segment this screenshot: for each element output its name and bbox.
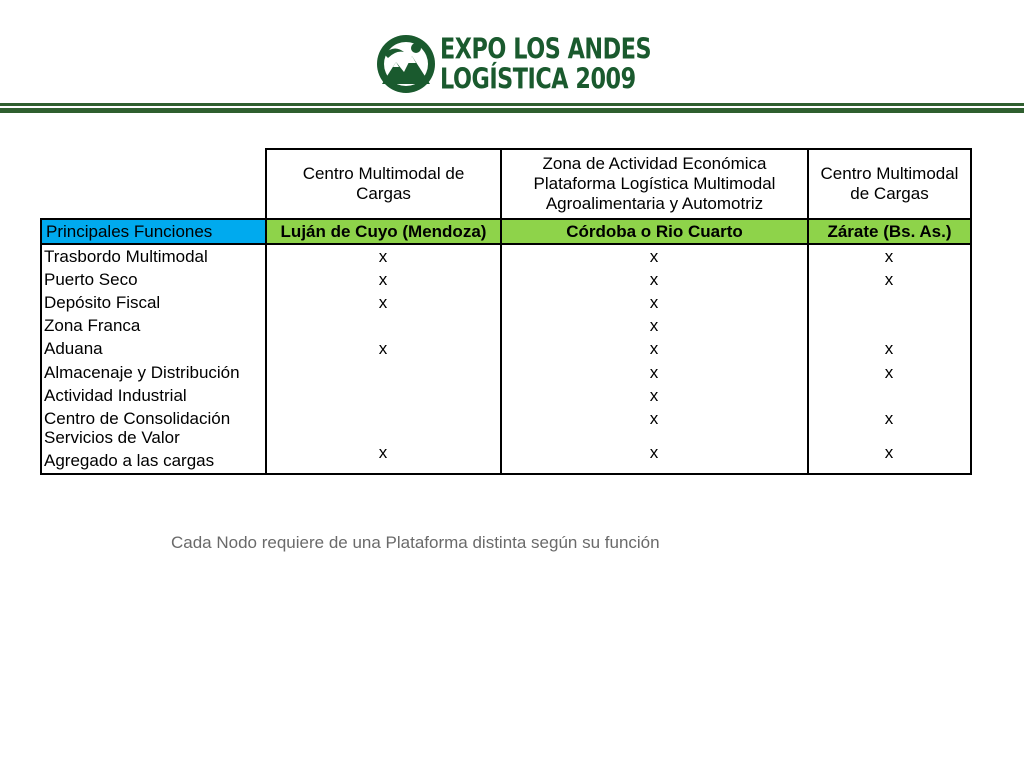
mark-cell: x (884, 339, 894, 358)
header-divider-thick (0, 108, 1024, 113)
mark-cell: x (378, 339, 388, 358)
row-label: Centro de Consolidación (44, 409, 231, 428)
mark-cell: x (884, 443, 894, 462)
mark-cell: x (378, 247, 388, 266)
mark-cell: x (649, 316, 659, 335)
logo-title-line1: EXPO LOS ANDES (440, 32, 652, 66)
mark-cell: x (378, 270, 388, 289)
mark-cell: x (378, 293, 388, 312)
functions-table (40, 148, 972, 475)
header-divider-thin (0, 103, 1024, 106)
condor-mountain-icon (374, 32, 438, 96)
row-label: Trasbordo Multimodal (44, 247, 208, 266)
mark-cell: x (884, 409, 894, 428)
header-text-cordoba: Zona de Actividad Económica Plataforma Logística Multimodal Agroalimentaria y Automotriz (533, 154, 776, 213)
row-label: Servicios de Valor (44, 428, 180, 447)
row-label: Depósito Fiscal (44, 293, 161, 312)
row-label: Puerto Seco (44, 270, 138, 289)
slide-caption: Cada Nodo requiere de una Plataforma distinta según su función (171, 533, 660, 552)
mark-cell: x (649, 386, 659, 405)
header-cell-cordoba (500, 148, 809, 220)
event-logo (374, 28, 652, 96)
mark-cell: x (649, 247, 659, 266)
row-label: Actividad Industrial (44, 386, 187, 405)
header-cell-zarate (807, 148, 972, 220)
subheader-cordoba-text: Córdoba o Rio Cuarto (566, 221, 743, 241)
logo-title-line2: LOGÍSTICA 2009 (440, 62, 636, 96)
row-label-continued: Agregado a las cargas (44, 451, 215, 470)
header-text-lujan: Centro Multimodal de Cargas (302, 164, 465, 203)
header-cell-lujan (265, 148, 502, 220)
row-label: Zona Franca (44, 316, 141, 335)
mark-cell: x (884, 363, 894, 382)
mark-cell: x (884, 247, 894, 266)
row-label: Aduana (44, 339, 103, 358)
row-label: Almacenaje y Distribución (44, 363, 240, 382)
subheader-zarate-text: Zárate (Bs. As.) (827, 221, 952, 241)
mark-cell: x (649, 293, 659, 312)
subheader-functions-text: Principales Funciones (46, 222, 213, 241)
header-text-zarate: Centro Multimodal de Cargas (820, 164, 959, 203)
subheader-lujan-text: Luján de Cuyo (Mendoza) (280, 221, 487, 241)
mark-cell: x (649, 363, 659, 382)
mark-cell: x (649, 339, 659, 358)
subheader-functions (40, 218, 267, 245)
mark-cell: x (649, 409, 659, 428)
subheader-zarate (807, 218, 972, 245)
subheader-cordoba (500, 218, 809, 245)
subheader-lujan (265, 218, 502, 245)
mark-cell: x (378, 443, 388, 462)
mark-cell: x (649, 270, 659, 289)
mark-cell: x (649, 443, 659, 462)
mark-cell: x (884, 270, 894, 289)
